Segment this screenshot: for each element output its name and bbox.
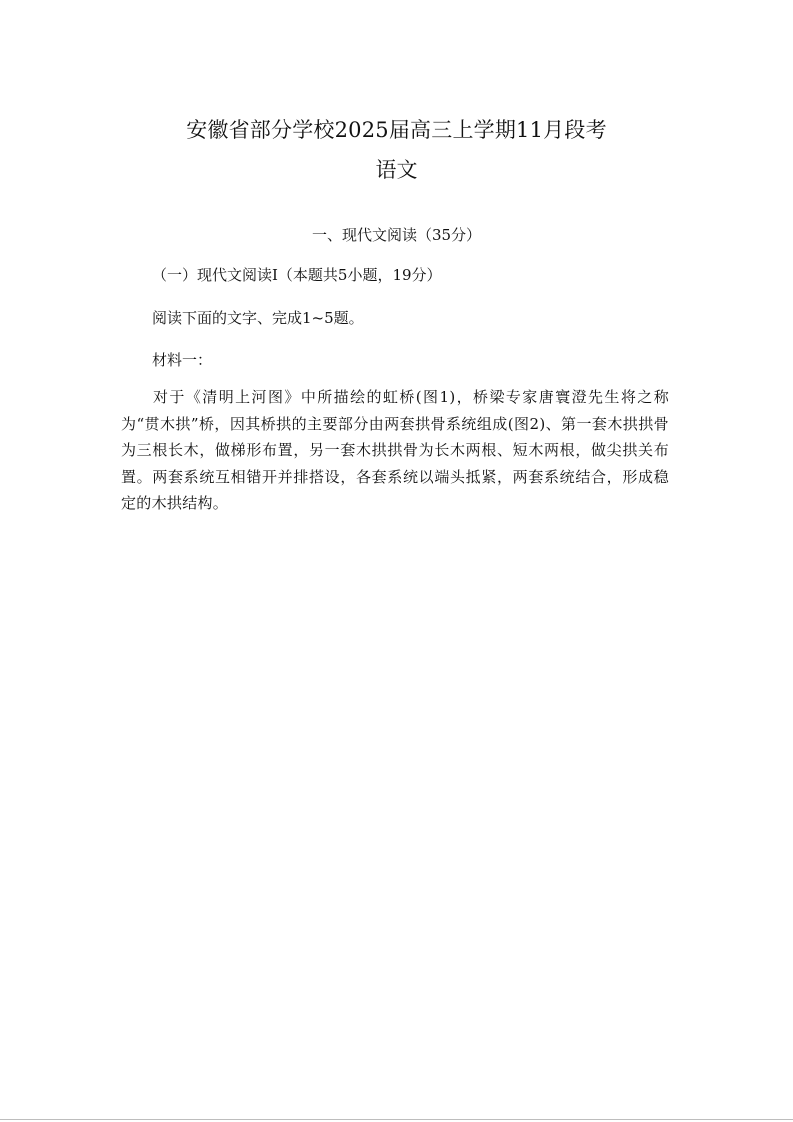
section-heading: 一、现代文阅读（35分） — [311, 226, 482, 244]
exam-title: 安徽省部分学校2025届高三上学期11月段考 — [186, 118, 607, 142]
subject-title: 语文 — [375, 158, 418, 182]
material-label: 材料一： — [152, 351, 213, 369]
reading-instruction: 阅读下面的文字、完成1~5题。 — [152, 309, 364, 327]
material-paragraph: 对于《清明上河图》中所描绘的虹桥(图1)，桥梁专家唐寰澄先生将之称为“贯木拱”桥，因其桥拱的主要部分由两套拱骨系统组成(图2)、第一套木拱拱骨为三根长木，做梯形布置，另一套木拱拱骨为长木两根、短木两根，做尖拱关布置。两套系统互相错开并排搭设，各套系统以端头抵紧，两套系统结合，形成稳定的木拱结构。 — [121, 388, 669, 512]
subsection-heading: （一）现代文阅读Ⅰ（本题共5小题，19分） — [152, 266, 442, 284]
page-bottom-divider — [0, 1119, 793, 1120]
